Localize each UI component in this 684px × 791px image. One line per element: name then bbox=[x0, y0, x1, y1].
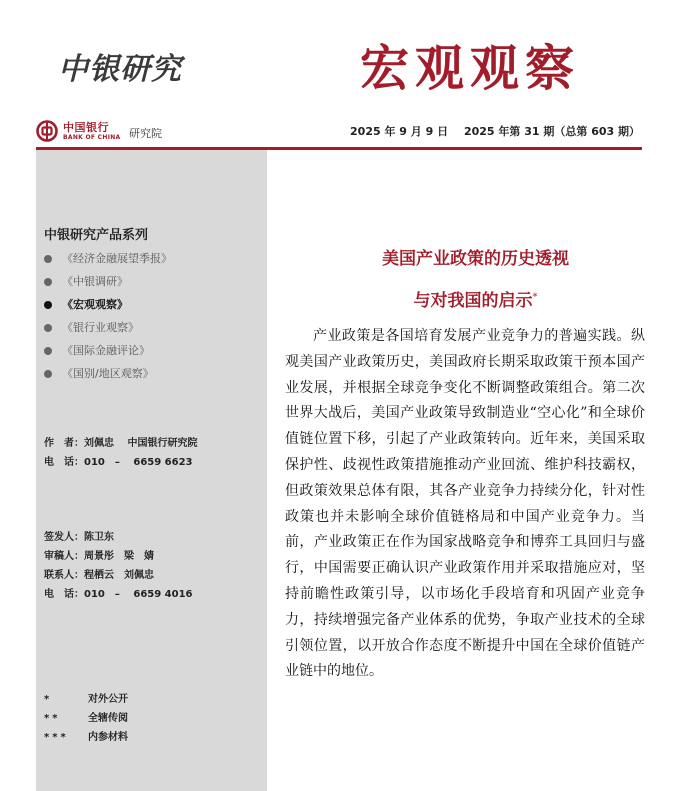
series-item-active[interactable]: 《宏观观察》 bbox=[44, 293, 172, 316]
issue-number: 2025 年第 31 期（总第 603 期） bbox=[463, 125, 640, 138]
publication-title: 宏观观察 bbox=[360, 39, 581, 97]
legend-row: * 对外公开 bbox=[44, 694, 128, 705]
contact-phone: 电 话：010 – 6659 4016 bbox=[44, 589, 193, 600]
bullet-icon bbox=[44, 347, 52, 355]
legend-row: ** 全辖传阅 bbox=[44, 713, 128, 724]
series-list bbox=[44, 247, 172, 385]
article-title-line2: 与对我国的启示* bbox=[413, 291, 538, 311]
bank-name-en: BANK OF CHINA bbox=[63, 134, 121, 141]
brand-row bbox=[36, 118, 642, 146]
author-line: 作 者：刘佩忠 中国银行研究院 bbox=[44, 438, 198, 449]
bank-of-china-logo-icon bbox=[36, 120, 58, 142]
series-item[interactable]: 《经济金融展望季报》 bbox=[44, 247, 172, 270]
article-title-line1: 美国产业政策的历史透视 bbox=[382, 249, 569, 269]
bullet-icon bbox=[44, 301, 52, 309]
institute-label: 研究院 bbox=[129, 127, 162, 140]
sidebar bbox=[36, 150, 267, 791]
bank-name-cn: 中国银行 bbox=[63, 121, 109, 134]
footnote-mark: * bbox=[532, 291, 538, 303]
contacts: 联系人：程栖云 刘佩忠 bbox=[44, 570, 154, 581]
series-title: 中银研究产品系列 bbox=[44, 228, 149, 243]
signer: 签发人：陈卫东 bbox=[44, 532, 114, 543]
bullet-icon bbox=[44, 255, 52, 263]
bullet-icon bbox=[44, 370, 52, 378]
bullet-icon bbox=[44, 324, 52, 332]
approval-info bbox=[44, 528, 193, 604]
issue-date: 2025 年 9 月 9 日 bbox=[350, 125, 449, 138]
reviewers: 审稿人：周景彤 梁 婧 bbox=[44, 551, 154, 562]
bullet-icon bbox=[44, 278, 52, 286]
author-info bbox=[44, 434, 197, 472]
legend-row: *** 内参材料 bbox=[44, 732, 128, 743]
calligraphy-logo: 中银研究 bbox=[58, 52, 182, 87]
article-abstract: 产业政策是各国培育发展产业竞争力的普遍实践。纵观美国产业政策历史，美国政府长期采取政策干预本国产业发展，并根据全球竞争变化不断调整政策组合。第二次世界大战后，美国产业政策导致制造业“空心化”和全球价值链位置下移，引起了产业政策转向。近年来，美国采取保护性、歧视性政策措施推动产业回流、维护科技霸权，但政策效果总体有限，其各产业竞争力持续分化，针对性政策也并未影响全球价值链格局和中国产业竞争力。当前，产业政策正在作为国家战略竞争和博弈工具回归与盛行，中国需要正确认识产业政策作用并采取措施应对，坚持前瞻性政策引导，以市场化手段培育和巩固产业竞争力，持续增强完备产业体系的优势，争取产业技术的全球引领位置，以开放合作态度不断提升中国在全球价值链产业链中的地位。 bbox=[285, 328, 645, 680]
series-item[interactable]: 《银行业观察》 bbox=[44, 316, 172, 339]
series-item[interactable]: 《国际金融评论》 bbox=[44, 339, 172, 362]
series-item[interactable]: 《中银调研》 bbox=[44, 270, 172, 293]
author-phone: 电 话：010 – 6659 6623 bbox=[44, 457, 193, 468]
series-item[interactable]: 《国别/地区观察》 bbox=[44, 362, 172, 385]
issue-info bbox=[350, 123, 640, 139]
classification-legend bbox=[44, 690, 128, 747]
